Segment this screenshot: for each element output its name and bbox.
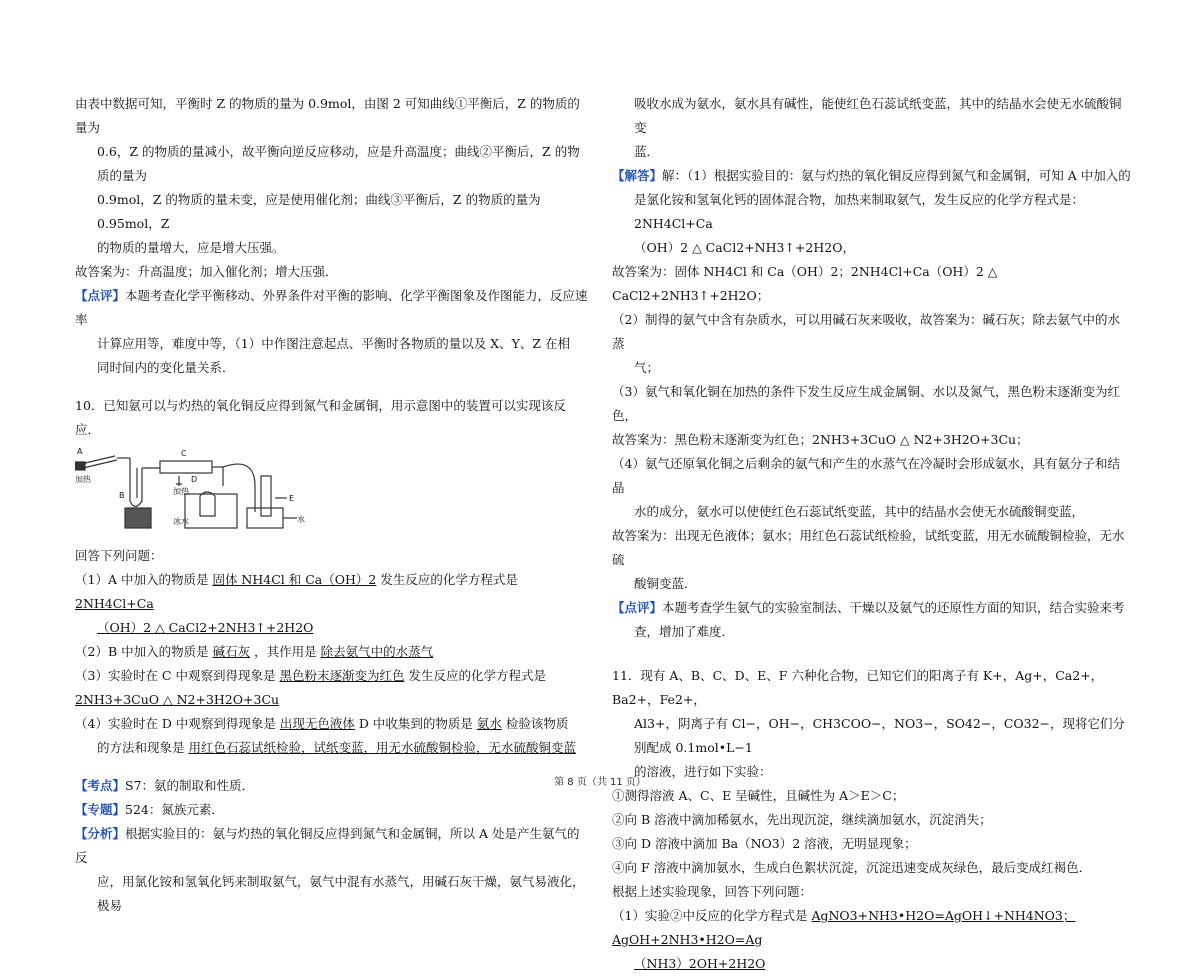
q4-text-4: 的方法和现象是	[97, 740, 185, 755]
text-line: 根据上述实验现象，回答下列问题：	[612, 884, 813, 899]
q4-text: （4）实验时在 D 中观察到得现象是	[75, 716, 276, 731]
q4-answer-3: 用红色石蕊试纸检验，试纸变蓝，用无水硫酸铜检验，无水硫酸铜变蓝	[188, 740, 577, 755]
q2-text: （2）B 中加入的物质是	[75, 644, 209, 659]
fig-label-heat-1: 加热	[75, 475, 91, 484]
q4-text-3: 检验该物质	[505, 716, 569, 731]
q3-answer-1: 黑色粉末逐渐变为红色	[279, 668, 405, 683]
fig-label-ice: 冰水	[173, 517, 189, 526]
apparatus-figure	[75, 446, 305, 532]
text-line: 查，增加了难度．	[634, 624, 735, 639]
text-line: 故答案为：出现无色液体；氨水；用红色石蕊试纸检验，试纸变蓝，用无水硫酸铜检验，无水硫	[612, 528, 1125, 567]
left-column	[75, 92, 590, 918]
question-11: 11．现有 A、B、C、D、E、F 六种化合物，已知它们的阳离子有 K+，Ag+，Ca2+，Ba2+，Fe2+，	[612, 668, 1104, 707]
q1-answer-1: 固体 NH4Cl 和 Ca（OH）2	[212, 572, 377, 587]
right-column	[612, 92, 1132, 976]
text-line: 的溶液，进行如下实验：	[634, 764, 772, 779]
text-line: 水的成分，氨水可以使使红色石蕊试纸变蓝，其中的结晶水会使无水硫酸铜变蓝，	[634, 504, 1085, 519]
experiment-4: ④向 F 溶液中滴加氨水，生成白色絮状沉淀，沉淀迅速变成灰绿色，最后变成红褐色．	[612, 860, 1092, 875]
q2-text-2: ，其作用是	[254, 644, 317, 659]
experiment-3: ③向 D 溶液中滴加 Ba（NO3）2 溶液，无明显现象；	[612, 836, 917, 851]
jieda-tag: 【解答】	[612, 168, 663, 183]
text-line: 的物质的量增大，应是增大压强。	[97, 240, 285, 255]
q1-text-2: 发生反应的化学方程式是	[380, 572, 518, 587]
experiment-1: ①测得溶液 A、C、E 呈碱性，且碱性为 A＞E＞C；	[612, 788, 905, 803]
q1-answer-3: （OH）2 △ CaCl2+2NH3↑+2H2O	[97, 620, 314, 635]
fenxi-tag: 【分析】	[75, 826, 126, 841]
text-line: 0.6，Z 的物质的量减小，故平衡向逆反应移动，应是升高温度；曲线②平衡后，Z 的物质的量为	[97, 144, 580, 183]
fig-label-d: D	[191, 475, 198, 484]
text-line: 回答下列问题：	[75, 548, 163, 563]
fig-label-a: A	[77, 447, 83, 456]
experiment-2: ②向 B 溶液中滴加稀氨水，先出现沉淀，继续滴加氨水，沉淀消失；	[612, 812, 992, 827]
q2-answer-1: 碱石灰	[212, 644, 251, 659]
text-line: 由表中数据可知，平衡时 Z 的物质的量为 0.9mol，由图 2 可知曲线①平衡后，Z 的物质的量为	[75, 96, 580, 135]
comment-text: 本题考查化学平衡移动、外界条件对平衡的影响、化学平衡图象及作图能力，反应速率	[75, 288, 588, 327]
question-10: 10．已知氨可以与灼热的氧化铜反应得到氮气和金属铜，用示意图中的装置可以实现该反应．	[75, 398, 566, 437]
q11-1-answer-2: （NH3）2OH+2H2O	[634, 956, 766, 971]
fig-label-c: C	[181, 449, 187, 458]
jieda-text: 解：（1）根据实验目的：氨与灼热的氧化铜反应得到氮气和金属铜，可知 A 中加入的	[662, 168, 1131, 183]
text-line: 计算应用等，难度中等，（1）中作图注意起点、平衡时各物质的量以及 X、Y、Z 在相	[97, 336, 570, 351]
text-line: 应，用氯化铵和氢氧化钙来制取氨气，氨气中混有水蒸气，用碱石灰干燥，氨气易液化，极易	[97, 874, 585, 913]
q3-answer-2: 2NH3+3CuO △ N2+3H2O+3Cu	[75, 692, 280, 707]
text-line: （OH）2 △ CaCl2+NH3↑+2H2O，	[634, 240, 855, 255]
text-line: 0.9mol，Z 的物质的量未变，应是使用催化剂；曲线③平衡后，Z 的物质的量为 0.95mol，Z	[97, 192, 541, 231]
q1-text: （1）A 中加入的物质是	[75, 572, 209, 587]
q2-answer-2: 除去氨气中的水蒸气	[320, 644, 434, 659]
zhuanti-tag: 【专题】	[75, 802, 126, 817]
comment-text: 本题考查学生氨气的实验室制法、干燥以及氨气的还原性方面的知识，结合实验来考	[662, 600, 1125, 615]
fig-label-water: 水	[297, 515, 305, 524]
fig-label-e: E	[289, 494, 295, 503]
fenxi-text: 根据实验目的：氨与灼热的氧化铜反应得到氮气和金属铜，所以 A 处是产生氨气的反	[75, 826, 580, 865]
q3-text: （3）实验时在 C 中观察到得现象是	[75, 668, 276, 683]
text-line: 同时间内的变化量关系．	[97, 360, 235, 375]
q11-1-answer: AgNO3+NH3•H2O=AgOH↓+NH4NO3；AgOH+2NH3•H2O=Ag	[612, 908, 1076, 947]
text-line: （4）氨气还原氧化铜之后剩余的氨气和产生的水蒸气在冷凝时会形成氨水，具有氨分子和结晶	[612, 456, 1120, 495]
text-line: （3）氨气和氧化铜在加热的条件下发生反应生成金属铜、水以及氮气，黑色粉末逐渐变为红色，	[612, 384, 1120, 423]
text-line: 是氯化铵和氢氧化钙的固体混合物，加热来制取氨气，发生反应的化学方程式是：2NH4Cl+Ca	[634, 192, 1085, 231]
q4-answer-1: 出现无色液体	[279, 716, 355, 731]
answer-line: 故答案为：升高温度；加入催化剂；增大压强．	[75, 264, 338, 279]
text-line: 蓝．	[634, 144, 660, 159]
kaodian-tag: 【考点】	[75, 778, 126, 793]
text-line: Al3+，阴离子有 Cl−，OH−，CH3COO−，NO3−，SO42−，CO32−，现将它们分别配成 0.1mol•L−1	[634, 716, 1126, 755]
text-line: 故答案为：黑色粉末逐渐变为红色；2NH3+3CuO △ N2+3H2O+3Cu；	[612, 432, 1029, 447]
fig-label-heat-2: 加热	[173, 487, 189, 496]
text-line: 吸收水成为氨水，氨水具有碱性，能使红色石蕊试纸变蓝，其中的结晶水会使无水硫酸铜变	[634, 96, 1122, 135]
zhuanti-text: 524：氮族元素．	[125, 802, 224, 817]
q3-text-2: 发生反应的化学方程式是	[408, 668, 546, 683]
q4-text-2: D 中收集到的物质是	[358, 716, 473, 731]
text-line: 故答案为：固体 NH4Cl 和 Ca（OH）2；2NH4Cl+Ca（OH）2 △ CaCl2+2NH3↑+2H2O；	[612, 264, 998, 303]
fig-label-b: B	[119, 491, 125, 500]
q4-answer-2: 氨水	[476, 716, 502, 731]
kaodian-text: S7：氨的制取和性质．	[125, 778, 255, 793]
text-line: （2）制得的氨气中含有杂质水，可以用碱石灰来吸收，故答案为：碱石灰；除去氨气中的水蒸	[612, 312, 1120, 351]
q1-answer-2: 2NH4Cl+Ca	[75, 596, 154, 611]
comment-tag: 【点评】	[75, 288, 126, 303]
text-line: 气；	[634, 360, 660, 375]
page-footer: 第 8 页（共 11 页）	[554, 777, 646, 788]
comment-tag: 【点评】	[612, 600, 663, 615]
q11-1-text: （1）实验②中反应的化学方程式是	[612, 908, 808, 923]
text-line: 酸铜变蓝．	[634, 576, 697, 591]
